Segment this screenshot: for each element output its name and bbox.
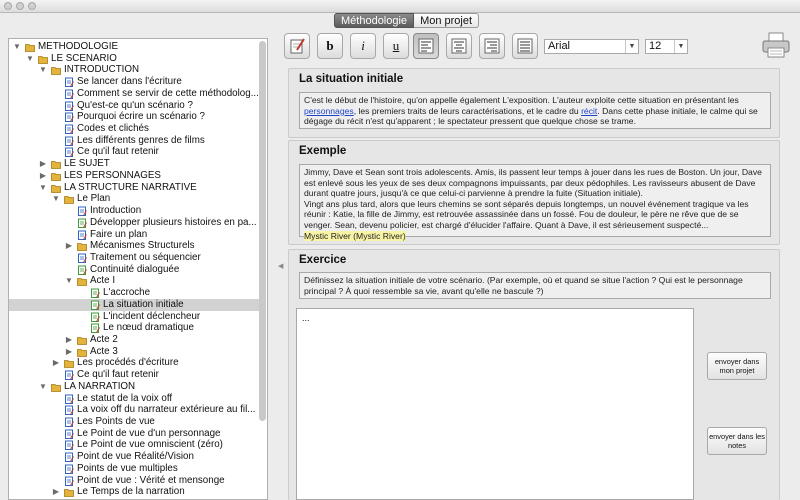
tree-item-label: Acte 3: [90, 345, 118, 357]
tree-item-label: LE SCENARIO: [51, 52, 117, 64]
document-icon: [64, 476, 74, 486]
tree-item-label: Acte 2: [90, 334, 118, 345]
document-icon: [64, 370, 74, 380]
folder-icon: [51, 65, 61, 75]
sidebar-tree: [8, 38, 268, 500]
tree-item-la-narration[interactable]: [9, 381, 259, 393]
align-justify-button[interactable]: [512, 33, 538, 59]
tab-methodologie[interactable]: Méthodologie: [334, 13, 414, 28]
tree-item-continuite-dialoguee[interactable]: [9, 264, 259, 276]
folder-icon: [77, 276, 87, 286]
tree-item-l-incident-declencheur[interactable]: [9, 311, 259, 323]
folder-icon: [64, 194, 74, 204]
disclosure-expanded-icon[interactable]: ▼: [39, 65, 47, 75]
tree-item-label: Mécanismes Structurels: [90, 240, 195, 252]
tree-item-label: LES PERSONNAGES: [64, 169, 161, 181]
italic-button[interactable]: i: [350, 33, 376, 59]
tree-item-label: Ce qu'il faut retenir: [77, 369, 159, 381]
printer-icon: [760, 31, 792, 59]
tree-item-label: Introduction: [90, 205, 142, 217]
print-button[interactable]: [760, 31, 792, 59]
tree-item-label: Se lancer dans l'écriture: [77, 76, 182, 88]
tree-item-introduction[interactable]: [9, 205, 259, 217]
folder-icon: [64, 487, 74, 497]
tree-item-label: Codes et clichés: [77, 123, 149, 135]
tree-item-label: Point de vue Réalité/Vision: [77, 451, 194, 463]
document-icon: [64, 464, 74, 474]
document-icon: [77, 206, 87, 216]
tree-item-label: Qu'est-ce qu'un scénario ?: [77, 99, 193, 111]
document-icon: [64, 147, 74, 157]
document-icon: [64, 77, 74, 87]
tree-item-ce-qu-il-faut-retenir[interactable]: [9, 369, 259, 381]
chevron-down-icon: ▼: [625, 40, 638, 53]
document-icon: [77, 265, 87, 275]
disclosure-collapsed-icon[interactable]: ▶: [39, 159, 47, 169]
folder-icon: [77, 241, 87, 251]
tree-item-les-differents-genres-de-films[interactable]: [9, 135, 259, 147]
example-paragraph-1: Jimmy, Dave et Sean sont trois adolescents. Amis, ils passent leur temps à jouer dans les rues de Boston. Un jour, Dave est enlevé sous les yeux de ses deux compagnons impuissants, par deux pédophiles. Les ravisseurs abusent de Dave durant quatre jours, jusqu'à ce que celui-ci parvienne à prendre la fuite (Situation initiale).: [304, 167, 762, 199]
example-title: Exemple: [299, 145, 347, 157]
recit-link[interactable]: récit: [581, 105, 598, 116]
document-icon: [64, 417, 74, 427]
disclosure-collapsed-icon[interactable]: ▶: [65, 335, 73, 344]
folder-icon: [51, 382, 61, 392]
tree-item-le-sujet[interactable]: [9, 158, 259, 170]
tree-item-label: Le Plan: [77, 193, 111, 205]
tree-item-mecanismes-structurels[interactable]: [9, 240, 259, 252]
tree-item-les-personnages[interactable]: [9, 170, 259, 182]
situation-section: [288, 68, 780, 138]
align-left-icon: [418, 38, 434, 54]
document-icon: [64, 440, 74, 450]
tree-item-label: Acte I: [90, 275, 116, 287]
folder-icon: [25, 42, 35, 52]
split-divider-handle[interactable]: ◀: [278, 263, 284, 270]
tree-item-label: Les procédés d'écriture: [77, 357, 179, 369]
tree-item-pourquoi-ecrire-un-scenario[interactable]: [9, 111, 259, 123]
disclosure-expanded-icon[interactable]: ▼: [65, 276, 73, 286]
font-size-value: 12: [649, 40, 662, 52]
chevron-down-icon: ▼: [674, 40, 687, 53]
tree-item-label: Traitement ou séquencier: [90, 251, 201, 263]
notepad-icon: [287, 36, 307, 56]
tree-item-label: La situation initiale: [103, 298, 184, 310]
align-right-icon: [484, 38, 500, 54]
tree-item-comment-se-servir-de-cette-methodolog[interactable]: [9, 88, 259, 100]
bold-button[interactable]: b: [317, 33, 343, 59]
tree-item-le-scenario[interactable]: [9, 53, 259, 65]
tree-item-label: Pourquoi écrire un scénario ?: [77, 111, 205, 123]
disclosure-collapsed-icon[interactable]: ▶: [52, 487, 60, 497]
tree-item-label: Continuité dialoguée: [90, 263, 180, 275]
tree-item-label: LA NARRATION: [64, 380, 136, 392]
tree-item-la-structure-narrative[interactable]: [9, 182, 259, 194]
folder-icon: [64, 358, 74, 368]
tree-item-les-procedes-d-ecriture[interactable]: [9, 357, 259, 369]
folder-icon: [77, 335, 87, 345]
disclosure-collapsed-icon[interactable]: ▶: [65, 346, 73, 356]
document-icon: [64, 101, 74, 111]
tree-item-label: Points de vue multiples: [77, 462, 178, 474]
tree-item-label: Le Temps de la narration: [77, 486, 185, 498]
disclosure-collapsed-icon[interactable]: ▶: [65, 241, 73, 251]
tree-item-label: Le Point de vue d'un personnage: [77, 427, 221, 439]
personnages-link[interactable]: personnages: [304, 105, 354, 116]
exercise-answer-editor[interactable]: ...: [296, 308, 694, 500]
tree-item-le-point-de-vue-omniscient-zero[interactable]: [9, 439, 259, 451]
document-icon: [77, 218, 87, 228]
tree-item-codes-et-cliches[interactable]: [9, 123, 259, 135]
minimize-window-button[interactable]: [16, 2, 24, 10]
tree-item-developper-plusieurs-histoires-en-pa[interactable]: [9, 217, 259, 229]
tree-item-point-de-vue-realite-vision[interactable]: [9, 451, 259, 463]
document-icon: [77, 230, 87, 240]
tree-item-l-accroche[interactable]: [9, 287, 259, 299]
align-justify-icon: [517, 38, 533, 54]
situation-title: La situation initiale: [299, 73, 404, 85]
film-reference: Mystic River (Mystic River): [304, 230, 406, 241]
document-icon: [77, 253, 87, 263]
document-icon: [90, 288, 100, 298]
situation-text: [299, 92, 771, 129]
situation-text-part3: . Dans cette phase initiale, le calme qui se dégage du récit n'est qu'apparent ; le spectateur pressent que quelque chose se trame.: [304, 105, 758, 127]
tree-item-acte-3[interactable]: [9, 346, 259, 358]
zoom-window-button[interactable]: [28, 2, 36, 10]
example-paragraph-2: Vingt ans plus tard, alors que leurs chemins se sont séparés depuis longtemps, un nouvel événement tragique va les réunir : Katie, la fille de Jimmy, est retrouvée assassinée dans un fossé. Fou de douleur, le père ne rêve que de se venger. Sean, devenu policier, est chargé d'élucider l'affaire. Quant à Dave, il est sérieusement suspecté...: [304, 198, 749, 230]
disclosure-collapsed-icon[interactable]: ▶: [39, 170, 47, 180]
tree-item-label: Le nœud dramatique: [103, 322, 194, 334]
tree-item-point-de-vue-verite-et-mensonge[interactable]: [9, 475, 259, 487]
tree-item-points-de-vue-multiples[interactable]: [9, 463, 259, 475]
tab-mon-projet[interactable]: Mon projet: [414, 13, 479, 28]
tree-item-introduction[interactable]: [9, 64, 259, 76]
notepad-button[interactable]: [284, 33, 310, 59]
tree-item-la-voix-off-du-narrateur-exterieure-au-fil[interactable]: [9, 404, 259, 416]
folder-icon: [51, 183, 61, 193]
folder-icon: [77, 347, 87, 357]
tree-item-label: Le Point de vue omniscient (zéro): [77, 439, 223, 451]
tree-item-acte-2[interactable]: [9, 334, 259, 346]
document-icon: [64, 89, 74, 99]
example-section: [288, 140, 780, 245]
exercise-title: Exercice: [299, 254, 347, 266]
document-icon: [64, 452, 74, 462]
tree-item-methodologie[interactable]: [9, 41, 259, 53]
tree-item-les-points-de-vue[interactable]: [9, 416, 259, 428]
disclosure-expanded-icon[interactable]: ▼: [26, 53, 34, 63]
font-size-select[interactable]: [645, 39, 688, 54]
sidebar-scrollbar[interactable]: [259, 41, 266, 421]
document-icon: [90, 312, 100, 322]
situation-text-part1: C'est le début de l'histoire, qu'on appelle également L'exposition. L'auteur exploite cette situation en présentant les: [304, 95, 739, 105]
disclosure-expanded-icon[interactable]: ▼: [13, 42, 21, 51]
underline-button[interactable]: u: [383, 33, 409, 59]
send-to-project-button[interactable]: envoyer dans mon projet: [707, 352, 767, 380]
tree-item-qu-est-ce-qu-un-scenario[interactable]: [9, 100, 259, 112]
tree-item-ce-qu-il-faut-retenir[interactable]: [9, 146, 259, 158]
tree-item-la-situation-initiale[interactable]: [9, 299, 259, 311]
tree-item-acte-i[interactable]: [9, 275, 259, 287]
exercise-prompt: Définissez la situation initiale de votre scénario. (Par exemple, où et quand se situe l'action ? Qui est le personnage principal ? À quoi ressemble sa vie, avant qu'elle ne bascule ?): [299, 272, 771, 299]
tree-item-le-n-ud-dramatique[interactable]: [9, 322, 259, 334]
disclosure-expanded-icon[interactable]: ▼: [39, 381, 47, 391]
document-icon: [64, 429, 74, 439]
tree-item-le-temps-de-la-narration[interactable]: [9, 486, 259, 498]
tree-item-label: L'accroche: [103, 287, 151, 299]
send-to-notes-button[interactable]: envoyer dans les notes: [707, 427, 767, 455]
document-icon: [64, 405, 74, 415]
font-family-value: Arial: [548, 40, 571, 52]
close-window-button[interactable]: [4, 2, 12, 10]
tree-item-label: Ce qu'il faut retenir: [77, 146, 159, 158]
tree-item-label: Comment se servir de cette méthodolog...: [77, 87, 259, 99]
document-icon: [64, 136, 74, 146]
folder-icon: [51, 171, 61, 181]
tree-item-se-lancer-dans-l-ecriture[interactable]: [9, 76, 259, 88]
disclosure-collapsed-icon[interactable]: ▶: [52, 358, 60, 368]
font-family-select[interactable]: [544, 39, 639, 54]
tree-item-faire-un-plan[interactable]: [9, 229, 259, 241]
tree-item-label: Le statut de la voix off: [77, 392, 173, 404]
tree-item-label: LA STRUCTURE NARRATIVE: [64, 181, 197, 193]
align-center-icon: [451, 38, 467, 54]
align-left-button[interactable]: [413, 33, 439, 59]
document-icon: [64, 124, 74, 134]
tree-item-label: La voix off du narrateur extérieure au fil...: [77, 404, 256, 416]
document-icon: [90, 323, 100, 333]
example-text: [299, 164, 771, 241]
situation-text-part2: , les premiers traits de leurs caractérisations, et le cadre du: [353, 105, 582, 116]
document-icon: [64, 394, 74, 404]
tree-item-label: INTRODUCTION: [64, 64, 140, 76]
tree-item-label: Développer plusieurs histoires en pa...: [90, 216, 257, 228]
tree-item-label: Faire un plan: [90, 228, 148, 240]
folder-icon: [38, 54, 48, 64]
document-icon: [64, 112, 74, 122]
tree-item-label: L'incident déclencheur: [103, 310, 201, 322]
folder-icon: [51, 159, 61, 169]
tree-item-label: Point de vue : Vérité et mensonge: [77, 474, 225, 486]
disclosure-expanded-icon[interactable]: ▼: [39, 182, 47, 192]
tree-item-label: Les Points de vue: [77, 416, 155, 428]
align-center-button[interactable]: [446, 33, 472, 59]
align-right-button[interactable]: [479, 33, 505, 59]
tree-item-label: METHODOLOGIE: [38, 41, 119, 52]
tab-bar: [334, 13, 479, 28]
tree-item-label: Les différents genres de films: [77, 134, 205, 146]
window-titlebar: [0, 0, 800, 13]
tree-item-traitement-ou-sequencier[interactable]: [9, 252, 259, 264]
disclosure-expanded-icon[interactable]: ▼: [52, 194, 60, 204]
tree-item-le-plan[interactable]: [9, 193, 259, 205]
document-icon: [90, 300, 100, 310]
tree-item-le-statut-de-la-voix-off[interactable]: [9, 393, 259, 405]
tree-item-le-point-de-vue-d-un-personnage[interactable]: [9, 428, 259, 440]
tree-item-label: LE SUJET: [64, 158, 110, 170]
